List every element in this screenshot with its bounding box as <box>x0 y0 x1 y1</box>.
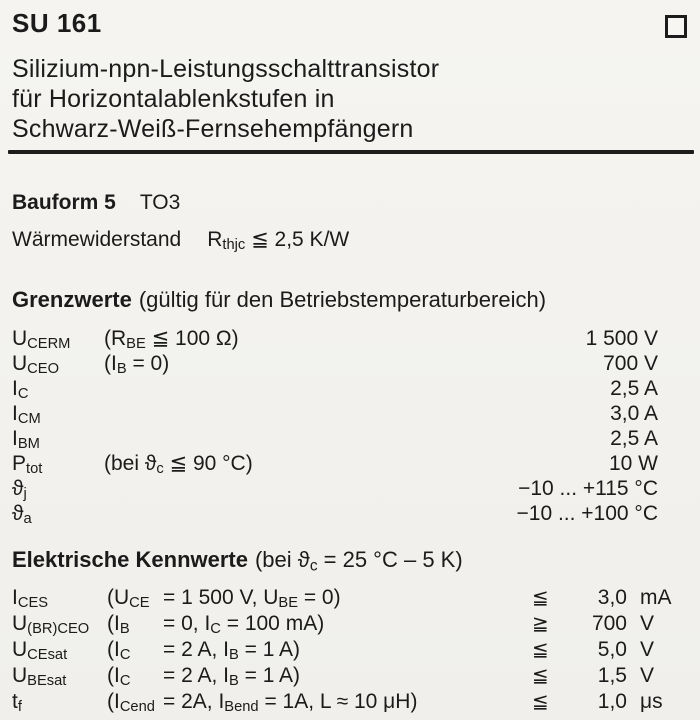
parameter-symbol: $U_{CEO}$ <box>12 352 59 378</box>
value-cell: −10 ... +100 °C <box>516 502 658 525</box>
unit-cell: V <box>640 612 655 635</box>
condition-cell <box>104 426 610 451</box>
table-row <box>12 637 688 663</box>
condition-rest: = 2 A, $I_B = 1$ A) <box>163 638 301 664</box>
value-cell: 3,0 A <box>610 402 658 425</box>
value-cell: 1,0 <box>597 690 627 713</box>
relation-cell: ≦ <box>532 639 549 661</box>
parameter-symbol: $U_{CEsat}$ <box>12 638 68 664</box>
table-row <box>12 451 688 476</box>
grenzwerte-heading <box>12 286 688 313</box>
parameter-symbol: $U_{CERM}$ <box>12 327 71 353</box>
condition-open: ($I_C$ <box>107 664 131 690</box>
unit-cell: V <box>640 638 655 661</box>
relation-cell: ≧ <box>532 613 549 635</box>
condition-rest: = 2A, $I_{Bend} = 1A$, L ≈ 10 μH) <box>163 690 418 716</box>
parameter-symbol: $P_{tot}$ <box>12 452 43 478</box>
condition-cell <box>104 501 517 526</box>
value-cell: 700 V <box>603 352 658 375</box>
condition-open: ($U_{CE}$ <box>107 586 150 612</box>
unit-cell: μs <box>640 690 663 713</box>
value-cell: 1,5 <box>597 664 627 687</box>
value-cell: 2,5 A <box>610 427 658 450</box>
parameter-symbol: $ϑ_a$ <box>12 502 32 528</box>
value-cell: 5,0 <box>597 638 627 661</box>
grenzwerte-subtitle: (gültig für den Betriebstemperaturbereich) <box>138 287 547 312</box>
condition-cell: $(I_B = 0)$ <box>104 352 170 378</box>
condition-cell <box>104 476 518 501</box>
parameter-symbol: $I_{BM}$ <box>12 427 40 453</box>
description-line: für Horizontalablenkstufen in <box>12 85 335 113</box>
value-cell: 1 500 V <box>585 327 658 350</box>
parameter-symbol: $U_{(BR)CEO}$ <box>12 612 90 638</box>
condition-cell <box>107 585 532 611</box>
section-rule <box>8 150 694 154</box>
package-form-value: TO3 <box>139 191 181 214</box>
condition-cell <box>104 401 610 426</box>
unit-cell: mA <box>640 586 672 609</box>
value-cell: −10 ... +115 °C <box>518 477 658 500</box>
table-row <box>12 476 688 501</box>
condition-cell: ($R_{BE}$ ≦ 100 Ω) <box>104 327 239 353</box>
grenzwerte-title: Grenzwerte <box>12 287 132 312</box>
table-row <box>12 663 688 689</box>
description-line: Schwarz-Weiß-Fernsehempfängern <box>12 115 414 143</box>
condition-open: ($I_B$ <box>107 612 130 638</box>
table-row <box>12 585 688 611</box>
thermal-resistance-line <box>12 227 688 252</box>
kennwerte-subtitle: (bei $ϑ_c = 25$ °C – 5 K) <box>254 547 463 575</box>
parameter-symbol: $I_{CES}$ <box>12 586 49 612</box>
table-row <box>12 501 688 526</box>
grenzwerte-table <box>12 326 688 526</box>
condition-cell <box>107 637 532 663</box>
kennwerte-heading <box>12 546 688 573</box>
parameter-symbol: $t_f$ <box>12 690 22 716</box>
value-cell: 10 W <box>608 452 658 475</box>
condition-rest: = 2 A, $I_B = 1$ A) <box>163 664 301 690</box>
parameter-symbol: $I_C$ <box>12 377 29 403</box>
relation-cell: ≦ <box>532 665 549 687</box>
table-row <box>12 401 688 426</box>
kennwerte-title: Elektrische Kennwerte <box>12 547 248 572</box>
relation-cell: ≦ <box>532 587 549 609</box>
table-row <box>12 689 688 715</box>
description-line: Silizium-npn-Leistungsschalttransistor <box>12 55 440 83</box>
kennwerte-table <box>12 585 688 715</box>
value-cell: 2,5 A <box>610 377 658 400</box>
package-form-label: Bauform 5 <box>12 191 116 214</box>
corner-box-icon <box>665 15 687 38</box>
thermal-expression: $R_{thjc}$ ≦ 2,5 K/W <box>207 228 350 254</box>
condition-open: ($I_C$ <box>107 638 131 664</box>
condition-rest: = 1 500 V, $U_{BE} = 0$) <box>163 586 341 612</box>
condition-cell <box>107 689 532 715</box>
parameter-symbol: $I_{CM}$ <box>12 402 41 428</box>
unit-cell: V <box>640 664 655 687</box>
condition-open: ($I_{Cend}$ <box>107 690 155 716</box>
thermal-label: Wärmewiderstand <box>12 228 182 251</box>
table-row <box>12 326 688 351</box>
parameter-symbol: $ϑ_j$ <box>12 477 27 503</box>
parameter-symbol: $U_{BEsat}$ <box>12 664 67 690</box>
condition-cell <box>107 611 532 637</box>
condition-cell: (bei $ϑ_c$ ≦ 90 °C) <box>104 452 253 478</box>
page-title: SU 161 <box>12 8 102 38</box>
condition-rest: = 0, $I_C = 100$ mA) <box>163 612 325 638</box>
value-cell: 3,0 <box>597 586 627 609</box>
condition-cell <box>107 663 532 689</box>
table-row <box>12 376 688 401</box>
table-row <box>12 351 688 376</box>
condition-cell <box>104 376 610 401</box>
table-row <box>12 426 688 451</box>
table-row <box>12 611 688 637</box>
package-line <box>12 190 688 215</box>
value-cell: 700 <box>591 612 627 635</box>
relation-cell: ≦ <box>532 691 549 713</box>
device-description <box>12 54 688 144</box>
